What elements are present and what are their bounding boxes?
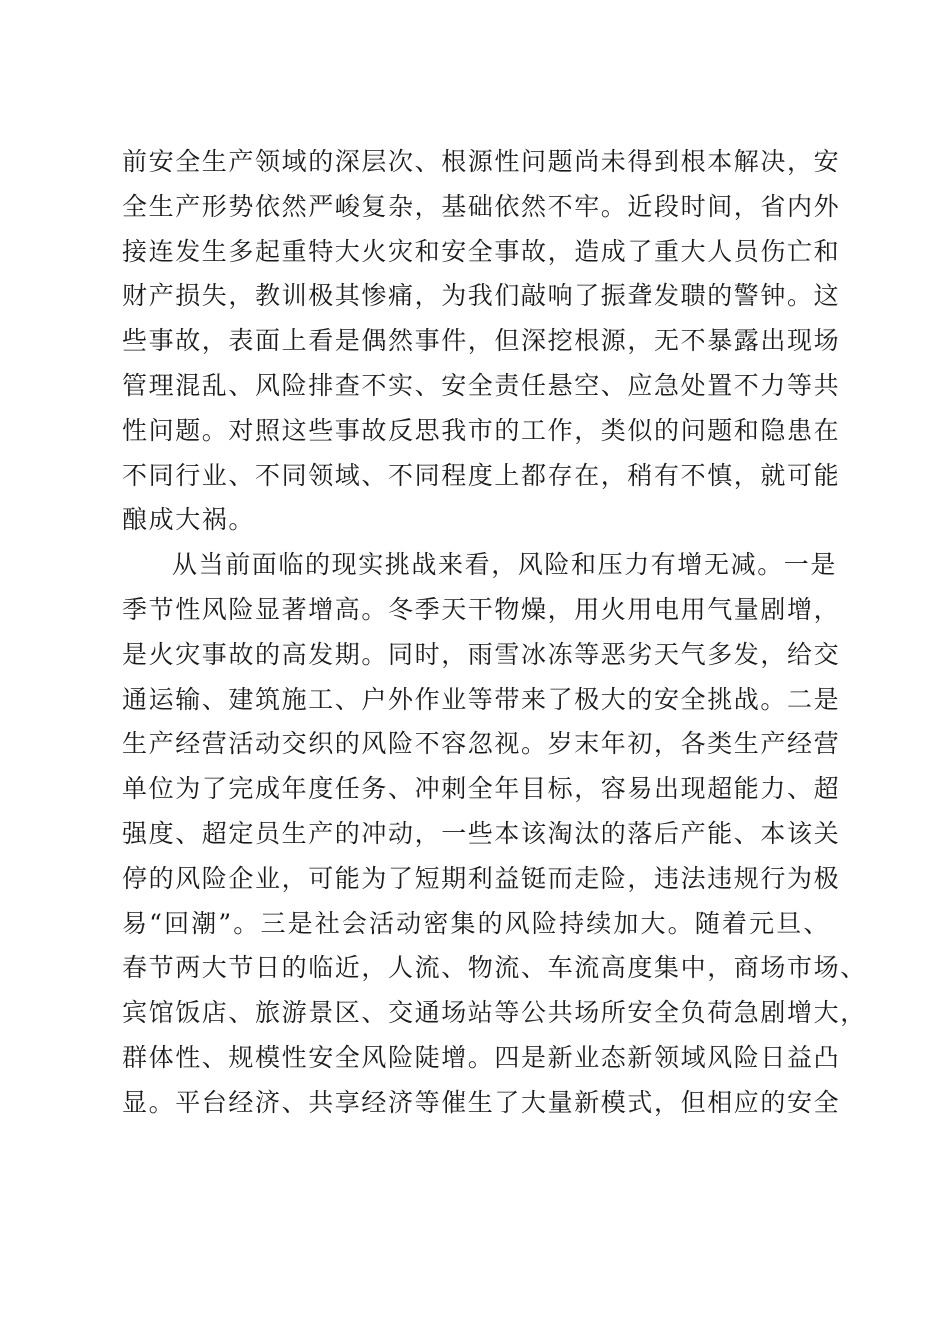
- text-line: 全生产形势依然严峻复杂，基础依然不牢。近段时间，省内外: [122, 191, 841, 221]
- paragraph-2: [122, 543, 867, 1125]
- text-line: 财产损失，教训极其惨痛，为我们敲响了振聋发聩的警钟。这: [122, 281, 841, 311]
- text-line: 些事故，表面上看是偶然事件，但深挖根源，无不暴露出现场: [122, 326, 841, 356]
- text-line: 从当前面临的现实挑战来看，风险和压力有增无减。一是: [172, 550, 838, 580]
- text-line: 单位为了完成年度任务、冲刺全年目标，容易出现超能力、超: [122, 774, 841, 804]
- text-line: 群体性、规模性安全风险陡增。四是新业态新领域风险日益凸: [122, 1042, 841, 1072]
- text-line: 易“回潮”。三是社会活动密集的风险持续加大。随着元旦、: [122, 908, 830, 938]
- text-line: 性问题。对照这些事故反思我市的工作，类似的问题和隐患在: [122, 415, 841, 445]
- text-line: 管理混乱、风险排查不实、安全责任悬空、应急处置不力等共: [122, 370, 841, 400]
- paragraph-1: [122, 140, 841, 543]
- text-line: 通运输、建筑施工、户外作业等带来了极大的安全挑战。二是: [122, 684, 841, 714]
- text-line: 不同行业、不同领域、不同程度上都存在，稍有不慎，就可能: [122, 460, 841, 490]
- text-line: 生产经营活动交织的风险不容忽视。岁末年初，各类生产经营: [122, 729, 841, 759]
- text-line: 显。平台经济、共享经济等催生了大量新模式，但相应的安全: [122, 1087, 841, 1117]
- text-line: 接连发生多起重特大火灾和安全事故，造成了重大人员伤亡和: [122, 236, 841, 266]
- text-line: 季节性风险显著增高。冬季天干物燥，用火用电用气量剧增，: [122, 594, 841, 624]
- text-line: 前安全生产领域的深层次、根源性问题尚未得到根本解决，安: [122, 147, 841, 176]
- body-text: [122, 140, 867, 1126]
- text-line: 酿成大祸。: [122, 505, 256, 535]
- text-line: 春节两大节日的临近，人流、物流、车流高度集中，商场市场、: [122, 953, 867, 983]
- text-line: 是火灾事故的高发期。同时，雨雪冰冻等恶劣天气多发，给交: [122, 639, 841, 669]
- text-line: 强度、超定员生产的冲动，一些本该淘汰的落后产能、本该关: [122, 818, 841, 848]
- text-line: 停的风险企业，可能为了短期利益铤而走险，违法违规行为极: [122, 863, 841, 893]
- text-line: 宾馆饭店、旅游景区、交通场站等公共场所安全负荷急剧增大，: [122, 998, 867, 1028]
